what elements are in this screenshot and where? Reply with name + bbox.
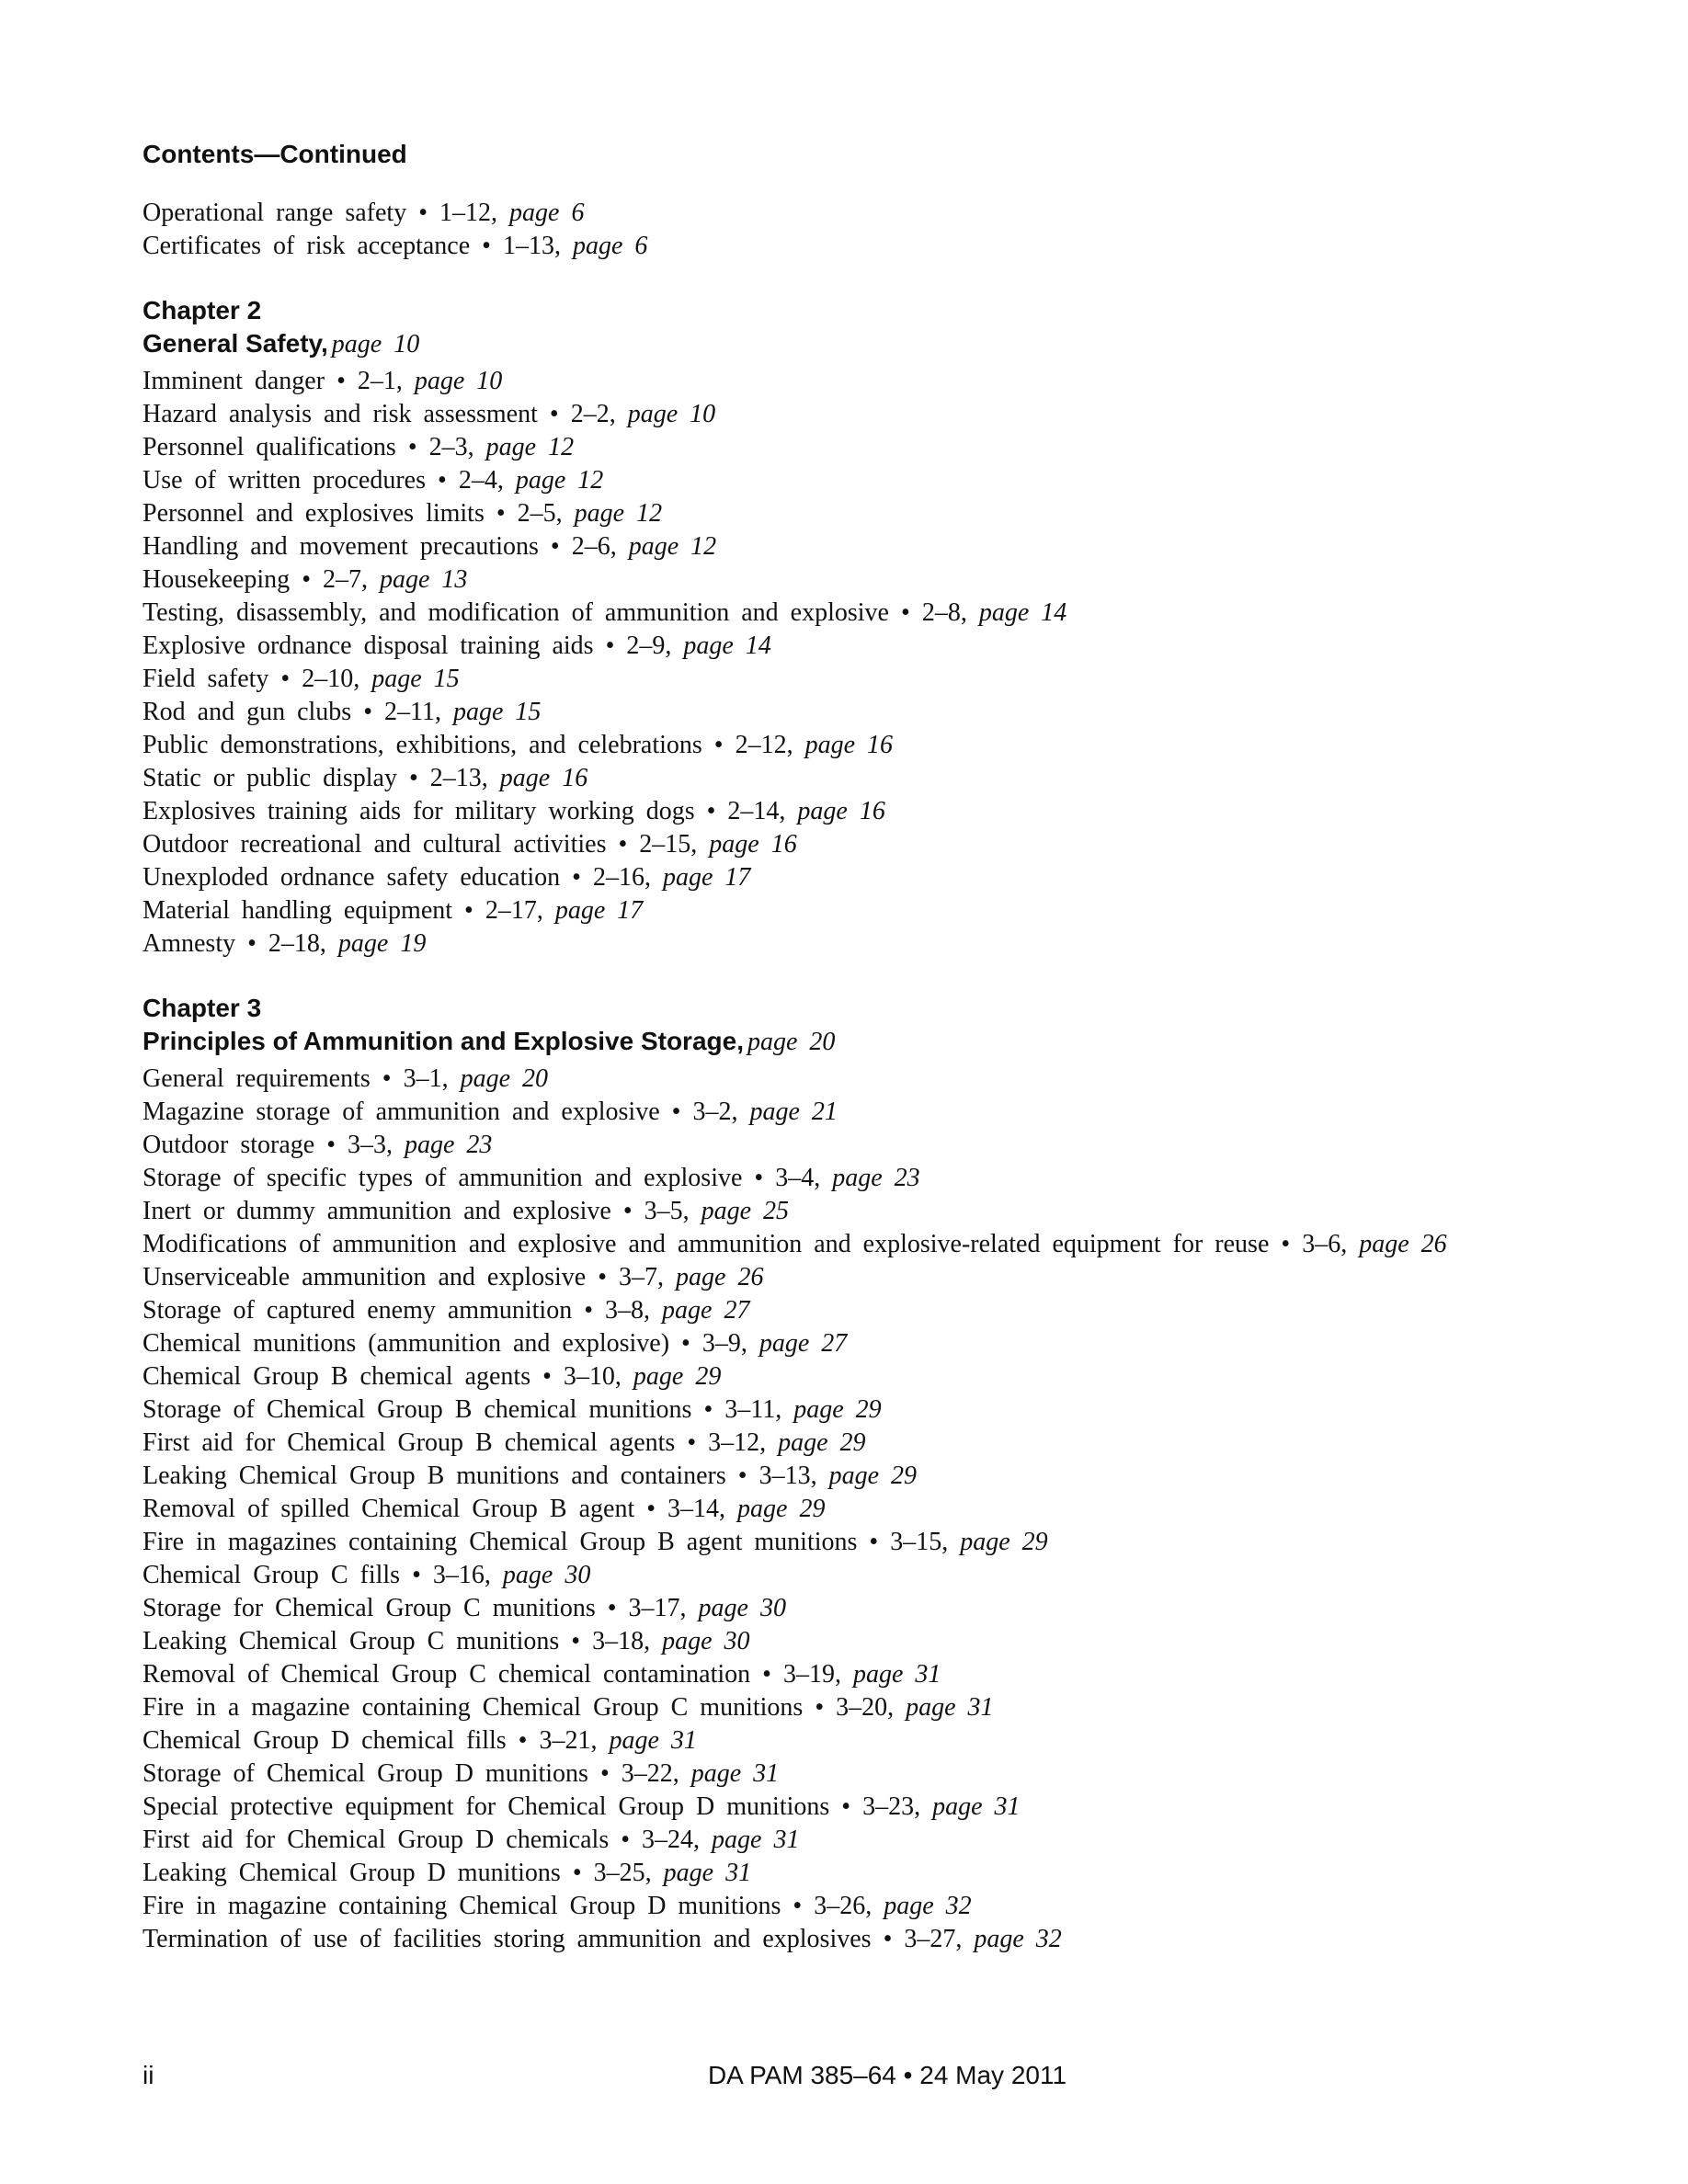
entry-page: page 29 [960,1528,1048,1556]
entry-page: page 31 [712,1826,800,1854]
entry-title: Special protective equipment for Chemical Group D munitions [143,1792,830,1821]
entry-title: Personnel qualifications [143,433,396,461]
chapter-page: page 20 [747,1028,836,1056]
entry-page: page 16 [709,830,797,859]
entry-title: Chemical Group B chemical agents [143,1362,531,1391]
entry-title: Removal of Chemical Group C chemical contamination [143,1660,751,1689]
page-footer [143,2059,1577,2092]
entry-title: Termination of use of facilities storing ammunition and explosives [143,1925,872,1953]
document-id: DA PAM 385–64 • 24 May 2011 [707,2061,1067,2089]
entry-title: Unexploded ordnance safety education [143,863,561,892]
toc-entry[interactable]: Chemical munitions (ammunition and explosive) • 3–9, page 27 [143,1329,848,1358]
toc-entry[interactable]: Explosives training aids for military working dogs • 2–14, page 16 [143,797,885,825]
toc-entry[interactable]: Housekeeping • 2–7, page 13 [143,565,468,594]
entry-page: page 15 [453,698,542,726]
entry-page: page 31 [932,1792,1021,1821]
entry-para: 3–12, [708,1428,767,1457]
entry-para: 2–15, [639,830,698,859]
entry-para: 3–8, [605,1296,651,1325]
entry-page: page 14 [978,598,1067,627]
entry-para: 3–19, [782,1660,841,1689]
entry-para: 1–12, [439,199,498,227]
entry-page: page 29 [633,1362,722,1391]
toc-entry[interactable]: First aid for Chemical Group D chemicals • 3–24, page 31 [143,1826,800,1854]
toc-entry[interactable]: Certificates of risk acceptance • 1–13, page 6 [143,232,648,260]
toc-entry[interactable]: Modifications of ammunition and explosive and ammunition and explosive-related equipment for reuse • 3–6, page 26 [143,1230,1447,1258]
entry-para: 3–22, [621,1759,679,1788]
toc-entry[interactable]: Fire in a magazine containing Chemical Group C munitions • 3–20, page 31 [143,1693,994,1722]
toc-entry[interactable]: General requirements • 3–1, page 20 [143,1064,549,1093]
entry-page: page 31 [906,1693,994,1722]
chapter-3-section [143,992,1577,1956]
toc-entry[interactable]: Special protective equipment for Chemical Group D munitions • 3–23, page 31 [143,1792,1021,1821]
toc-entry[interactable]: Public demonstrations, exhibitions, and celebrations • 2–12, page 16 [143,731,894,759]
entry-page: page 19 [337,929,427,958]
toc-entry[interactable]: Magazine storage of ammunition and explosive • 3–2, page 21 [143,1098,838,1126]
chapter-label: Chapter 2 [143,296,262,324]
chapter-title: Principles of Ammunition and Explosive Storage, [143,1027,744,1055]
entry-para: 1–13, [502,232,561,260]
entry-title: Magazine storage of ammunition and explosive [143,1098,660,1126]
entry-title: Storage of captured enemy ammunition [143,1296,573,1325]
entry-page: page 12 [628,532,717,561]
toc-entry[interactable]: Hazard analysis and risk assessment • 2–2, page 10 [143,400,716,428]
entry-para: 2–17, [485,896,543,925]
entry-para: 2–16, [592,863,651,892]
entry-para: 2–1, [357,367,403,395]
entry-para: 2–8, [921,598,967,627]
entry-title: Leaking Chemical Group B munitions and containers [143,1462,726,1490]
chapter-title: General Safety, [143,329,328,358]
entry-para: 3–26, [814,1892,873,1920]
entry-title: Hazard analysis and risk assessment [143,400,538,428]
toc-entry[interactable]: First aid for Chemical Group B chemical agents • 3–12, page 29 [143,1428,866,1457]
entry-title: First aid for Chemical Group B chemical agents [143,1428,676,1457]
toc-entry[interactable]: Chemical Group B chemical agents • 3–10, page 29 [143,1362,722,1391]
entry-title: Leaking Chemical Group D munitions [143,1859,561,1887]
entry-title: Use of written procedures [143,466,427,495]
entry-page: page 29 [737,1495,826,1523]
toc-entry[interactable]: Storage of Chemical Group D munitions • 3–22, page 31 [143,1759,780,1788]
toc-entry[interactable]: Unexploded ordnance safety education • 2–16, page 17 [143,863,751,892]
entry-title: Modifications of ammunition and explosive and ammunition and explosive-related equipment for reuse [143,1230,1270,1258]
chapter-page: page 10 [331,330,420,358]
entry-para: 3–2, [692,1098,738,1126]
entry-title: Explosive ordnance disposal training aids [143,631,594,660]
entry-title: Chemical Group D chemical fills [143,1726,507,1755]
entry-para: 3–16, [432,1561,491,1589]
entry-para: 2–14, [727,797,786,825]
entry-page: page 10 [627,400,716,428]
entry-para: 3–6, [1302,1230,1348,1258]
toc-entry[interactable]: Fire in magazine containing Chemical Group D munitions • 3–26, page 32 [143,1892,972,1920]
entry-para: 3–9, [701,1329,747,1358]
entry-para: 2–5, [517,499,563,528]
entry-title: First aid for Chemical Group D chemicals [143,1826,610,1854]
entry-title: Inert or dummy ammunition and explosive [143,1197,611,1225]
chapter-label: Chapter 3 [143,994,262,1022]
entry-para: 2–4, [458,466,504,495]
entry-title: Material handling equipment [143,896,453,925]
entry-page: page 29 [793,1395,882,1424]
entry-page: page 12 [515,466,604,495]
entry-title: Field safety [143,665,269,693]
toc-entry[interactable]: Storage of specific types of ammunition and explosive • 3–4, page 23 [143,1164,920,1192]
toc-entry[interactable]: Leaking Chemical Group D munitions • 3–25, page 31 [143,1859,752,1887]
entry-page: page 26 [1359,1230,1447,1258]
contents-heading: Contents—Continued [143,140,407,168]
entry-title: Public demonstrations, exhibitions, and celebrations [143,731,702,759]
entry-para: 3–24, [642,1826,701,1854]
toc-entry[interactable]: Use of written procedures • 2–4, page 12 [143,466,604,495]
entry-para: 3–11, [724,1395,782,1424]
toc-entry[interactable]: Fire in magazines containing Chemical Group B agent munitions • 3–15, page 29 [143,1528,1048,1556]
entry-title: Outdoor recreational and cultural activities [143,830,607,859]
entry-page: page 31 [609,1726,697,1755]
entry-page: page 15 [371,665,460,693]
entry-para: 3–20, [836,1693,895,1722]
entry-title: Fire in magazine containing Chemical Group D munitions [143,1892,781,1920]
toc-entry[interactable]: Operational range safety • 1–12, page 6 [143,199,585,227]
entry-para: 2–18, [268,929,326,958]
entry-para: 3–21, [539,1726,598,1755]
entry-para: 2–9, [626,631,672,660]
entry-title: Rod and gun clubs [143,698,352,726]
toc-entry[interactable]: Personnel qualifications • 2–3, page 12 [143,433,575,461]
entry-page: page 30 [698,1594,786,1622]
entry-para: 3–3, [348,1131,393,1159]
toc-entry[interactable]: Static or public display • 2–13, page 16 [143,764,588,792]
entry-page: page 29 [778,1428,866,1457]
entry-title: Storage for Chemical Group C munitions [143,1594,596,1622]
toc-entry[interactable]: Leaking Chemical Group B munitions and containers • 3–13, page 29 [143,1462,918,1490]
entry-title: Storage of specific types of ammunition and explosive [143,1164,743,1192]
entry-para: 3–5, [644,1197,690,1225]
entry-page: page 17 [554,896,644,925]
entry-para: 3–23, [862,1792,921,1821]
entry-page: page 31 [852,1660,941,1689]
entry-page: page 12 [485,433,575,461]
entry-page: page 10 [414,367,503,395]
entry-para: 2–11, [384,698,441,726]
entry-para: 2–13, [429,764,488,792]
entry-para: 3–18, [592,1627,651,1655]
entry-title: Unserviceable ammunition and explosive [143,1263,587,1291]
toc-entry[interactable]: Rod and gun clubs • 2–11, page 15 [143,698,542,726]
entry-page: page 23 [832,1164,920,1192]
entry-title: Storage of Chemical Group D munitions [143,1759,588,1788]
entry-title: Explosives training aids for military working dogs [143,797,695,825]
entry-page: page 32 [974,1925,1062,1953]
entry-title: Outdoor storage [143,1131,315,1159]
entry-page: page 21 [749,1098,838,1126]
entry-title: Chemical Group C fills [143,1561,401,1589]
entry-para: 3–13, [758,1462,817,1490]
entry-page: page 6 [509,199,585,227]
toc-entry[interactable]: Removal of Chemical Group C chemical contamination • 3–19, page 31 [143,1660,941,1689]
toc-entry[interactable]: Leaking Chemical Group C munitions • 3–18, page 30 [143,1627,750,1655]
entry-para: 3–1, [403,1064,449,1093]
entry-title: Fire in a magazine containing Chemical Group C munitions [143,1693,804,1722]
toc-entry[interactable]: Testing, disassembly, and modification of ammunition and explosive • 2–8, page 14 [143,598,1067,627]
entry-title: Removal of spilled Chemical Group B agent [143,1495,635,1523]
entry-title: Chemical munitions (ammunition and explosive) [143,1329,670,1358]
entry-title: Imminent danger [143,367,325,395]
entry-page: page 30 [502,1561,591,1589]
entry-title: Static or public display [143,764,397,792]
entry-page: page 32 [884,1892,972,1920]
entry-page: page 16 [499,764,588,792]
entry-page: page 27 [758,1329,848,1358]
entry-title: Storage of Chemical Group B chemical munitions [143,1395,692,1424]
toc-entry[interactable]: Storage of Chemical Group B chemical munitions • 3–11, page 29 [143,1395,882,1424]
entry-title: Handling and movement precautions [143,532,539,561]
entry-page: page 20 [460,1064,549,1093]
toc-entry[interactable]: Unserviceable ammunition and explosive • 3–7, page 26 [143,1263,764,1291]
entry-para: 3–7, [619,1263,665,1291]
toc-entry[interactable]: Removal of spilled Chemical Group B agent • 3–14, page 29 [143,1495,826,1523]
entry-para: 3–4, [775,1164,821,1192]
toc-entry[interactable]: Chemical Group D chemical fills • 3–21, page 31 [143,1726,697,1755]
entry-title: Housekeeping [143,565,291,594]
entry-title: Testing, disassembly, and modification of ammunition and explosive [143,598,889,627]
entry-title: Leaking Chemical Group C munitions [143,1627,560,1655]
toc-entry[interactable]: Inert or dummy ammunition and explosive • 3–5, page 25 [143,1197,790,1225]
chapter-2-section [143,294,1577,961]
entry-page: page 17 [662,863,751,892]
toc-page [143,138,1577,1987]
toc-entry[interactable]: Imminent danger • 2–1, page 10 [143,367,503,395]
chapter-3-entries [143,1063,1577,1956]
toc-entry[interactable]: Handling and movement precautions • 2–6, page 12 [143,532,717,561]
entry-title: General requirements [143,1064,371,1093]
chapter-2-entries [143,365,1577,961]
entry-para: 3–25, [593,1859,652,1887]
entry-page: page 16 [797,797,885,825]
toc-entry[interactable]: Chemical Group C fills • 3–16, page 30 [143,1561,591,1589]
page-folio: ii [143,2061,154,2089]
entry-para: 2–6, [571,532,617,561]
entry-para: 2–3, [428,433,474,461]
entry-page: page 16 [804,731,894,759]
entry-para: 3–10, [563,1362,622,1391]
entry-page: page 26 [676,1263,764,1291]
entry-para: 3–27, [904,1925,963,1953]
chapter-title-line[interactable] [143,327,1577,365]
toc-entry[interactable]: Outdoor storage • 3–3, page 23 [143,1131,493,1159]
toc-entry[interactable]: Outdoor recreational and cultural activities • 2–15, page 16 [143,830,797,859]
entry-para: 2–7, [323,565,368,594]
entry-para: 3–14, [667,1495,726,1523]
toc-entry[interactable]: Storage for Chemical Group C munitions • 3–17, page 30 [143,1594,786,1622]
toc-entry[interactable]: Termination of use of facilities storing ammunition and explosives • 3–27, page 32 [143,1925,1062,1953]
entry-page: page 31 [663,1859,752,1887]
toc-entry[interactable]: Explosive ordnance disposal training aids • 2–9, page 14 [143,631,771,660]
entry-page: page 27 [662,1296,750,1325]
toc-entry[interactable]: Field safety • 2–10, page 15 [143,665,460,693]
entry-para: 3–15, [890,1528,949,1556]
chapter-title-line[interactable] [143,1025,1577,1063]
entry-page: page 12 [574,499,663,528]
toc-entry[interactable]: Storage of captured enemy ammunition • 3–8, page 27 [143,1296,750,1325]
entry-page: page 29 [828,1462,918,1490]
entry-para: 2–10, [302,665,360,693]
entry-para: 2–12, [735,731,793,759]
entry-page: page 25 [701,1197,790,1225]
toc-entry[interactable]: Amnesty • 2–18, page 19 [143,929,427,958]
toc-entry[interactable]: Material handling equipment • 2–17, page 17 [143,896,644,925]
entry-page: page 6 [572,232,648,260]
entry-page: page 13 [380,565,468,594]
entry-page: page 30 [662,1627,750,1655]
entry-page: page 23 [405,1131,493,1159]
entry-para: 2–2, [570,400,616,428]
chapter1-tail-list [143,197,1577,263]
entry-title: Fire in magazines containing Chemical Group B agent munitions [143,1528,858,1556]
entry-para: 3–17, [628,1594,687,1622]
entry-title: Certificates of risk acceptance [143,232,471,260]
entry-title: Amnesty [143,929,236,958]
entry-title: Operational range safety [143,199,407,227]
entry-page: page 31 [690,1759,780,1788]
entry-title: Personnel and explosives limits [143,499,485,528]
entry-page: page 14 [683,631,771,660]
toc-entry[interactable]: Personnel and explosives limits • 2–5, page 12 [143,499,663,528]
